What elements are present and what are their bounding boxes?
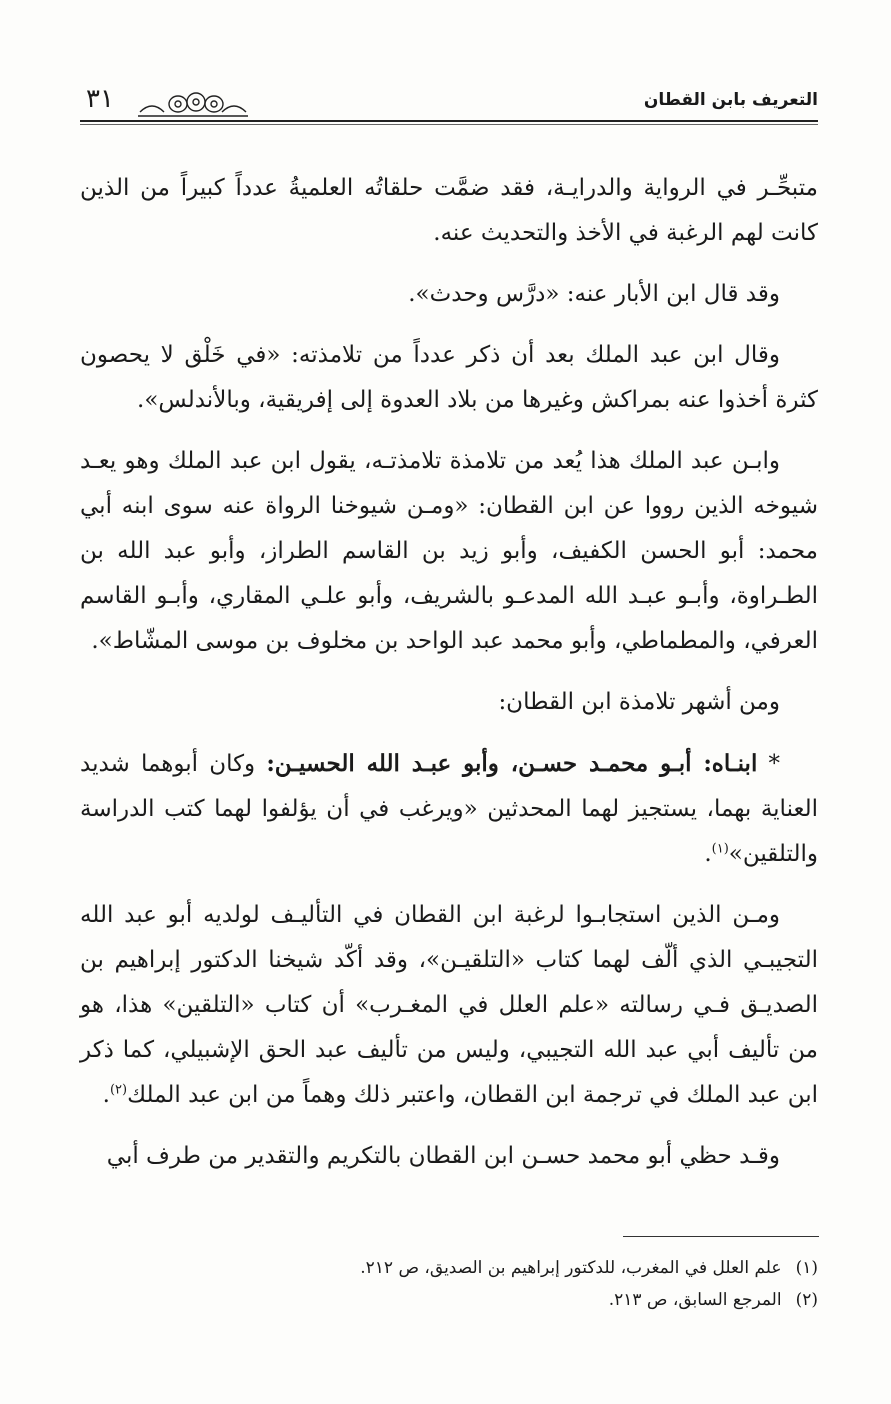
sons-label: ابنـاه: أبـو محمـد حسـن، وأبو عبـد الله الحسيـن: [266,750,758,777]
footnote-2 [80,1284,818,1316]
footnote-number: (٢) [795,1290,818,1310]
footnote-number: (١) [795,1258,818,1278]
paragraph-1: متبحِّـر في الرواية والدرايـة، فقد ضمَّت حلقاتُه العلميةُ عدداً كبيراً من الذين كانت لهم الرغبة في الأخذ والتحديث عنه. [80,175,818,246]
paragraph-4: وابـن عبد الملك هذا يُعد من تلامذة تلامذتـه، يقول ابن عبد الملك وهو يعـد شيوخه الذين رووا عن ابن القطان: «ومـن شيوخنا الرواة عنه سوى ابنه أبي محمد: أبو الحسن الكفيف، وأبو زيد بن القاسم الطراز، وأبو عبد الله بن الطـراوة، وأبـو عبـد الله المدعـو بالشريف، وأبو علـي المقاري، وأبـو القاسم العرفي، والمطماطي، وأبو محمد عبد الواحد بن مخلوف بن موسى المشّاط». [80,448,818,654]
footnote-ref-1: (١) [711,841,729,857]
bullet-mark: * [768,751,780,777]
paragraph-2: وقد قال ابن الأبار عنه: «درَّس وحدث». [408,281,780,307]
sentence-end: . [704,841,712,867]
running-title: التعريف بابن القطان [643,90,818,110]
tajibi-text: ومـن الذين استجابـوا لرغبة ابن القطان في التأليـف لولديه أبو عبد الله التجيبـي الذي ألّف لهما كتاب «التلقيـن»، وقد أكّد شيخنا الدكتور إبراهيم بن الصديـق فـي رسالته «علم العلل في المغـرب» أن كتاب «التلقين» هذا، هو من تأليف أبي عبد الله التجيبي، وليس من تأليف عبد الحق الإشبيلي، كما ذكر ابن عبد الملك في ترجمة ابن القطان، واعتبر ذلك وهماً من ابن عبد الملك [80,902,818,1108]
paragraph-last: وقـد حظي أبو محمد حسـن ابن القطان بالتكريم والتقدير من طرف أبي [106,1143,780,1169]
footnote-text: المرجع السابق، ص ٢١٣. [608,1290,782,1310]
sons-item [80,741,818,877]
main-text [80,166,818,1195]
page-header [80,80,818,130]
paragraph-5: ومن أشهر تلامذة ابن القطان: [498,689,780,715]
paragraph-tajibi [80,893,818,1118]
header-rule [80,120,818,125]
arabesque-ornament-icon [138,90,248,118]
footnote-ref-2: (٢) [109,1082,128,1098]
footnotes [80,1252,818,1316]
footnote-1 [80,1252,818,1284]
footnote-rule [623,1236,819,1237]
footnote-text: علم العلل في المغرب، للدكتور إبراهيم بن الصديق، ص ٢١٢. [360,1258,782,1278]
paragraph-3: وقال ابن عبد الملك بعد أن ذكر عدداً من تلامذته: «في خَلْق لا يحصون كثرة أخذوا عنه بمراكش وغيرها من بلاد العدوة إلى إفريقية، وبالأندلس». [80,342,818,413]
sons-text: وكان أبوهما شديد العناية بهما، يستجيز لهما المحدثين «ويرغب في أن يؤلفوا لهما كتب الدراسة والتلقين» [80,751,818,867]
sentence-end: . [102,1082,110,1108]
page-number: ٣١ [86,84,114,114]
